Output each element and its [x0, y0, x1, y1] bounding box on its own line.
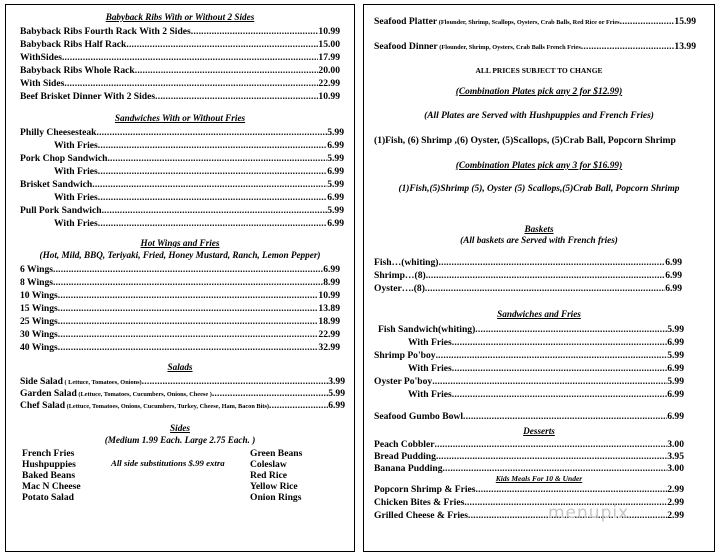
desserts-heading: Desserts: [523, 426, 555, 436]
menu-item: Popcorn Shrimp & Fries ..... 2.99: [374, 484, 684, 495]
babyback-heading: Babyback Ribs With or Without 2 Sides: [105, 12, 255, 22]
right-menu-panel: [363, 4, 715, 552]
side-item: Hushpuppies: [22, 459, 76, 470]
combo2-heading: (Combination Plates pick any 3 for $16.99): [455, 161, 623, 171]
menu-item: Garden Salad (Lettuce, Tomatoes, Cucumbers, Onions, Cheese ) ..... 5.99: [20, 388, 345, 399]
baskets-note: (All baskets are Served with French fries): [460, 235, 618, 245]
menu-item: With Fries ..... 6.99: [54, 140, 344, 151]
watermark-logo: menupix: [548, 503, 630, 523]
prices-notice: ALL PRICES SUBJECT TO CHANGE: [475, 66, 603, 75]
menu-item: Fish…(whiting) ..... 6.99: [374, 257, 682, 268]
menu-item: With Fries ..... 6.99: [408, 389, 684, 400]
menu-item: Chef Salad (Lettuce, Tomatoes, Onions, Cucumbers, Turkey, Cheese, Ham, Bacon Bits) ..... 6.99: [20, 400, 345, 411]
side-item: Baked Beans: [22, 470, 76, 481]
combo2-items: (1)Fish,(5)Shrimp (5), Oyster (5) Scallops,(5)Crab Ball, Popcorn Shrimp: [398, 184, 680, 194]
side-item: Red Rice: [250, 470, 288, 481]
side-item: Onion Rings: [250, 492, 302, 503]
sides-prices: (Medium 1.99 Each. Large 2.75 Each. ): [104, 435, 256, 445]
side-item: Green Beans: [250, 448, 303, 459]
menu-item: Peach Cobbler ..... 3.00: [374, 439, 684, 450]
menu-item: Fish Sandwich(whiting) ..... 5.99: [378, 324, 684, 335]
menu-item: Seafood Platter (Flounder, Shrimp, Scallops, Oysters, Crab Balls, Red Rice or Fries ..... 15.99: [374, 16, 696, 27]
menu-item: With Sides ..... 22.99: [20, 78, 340, 89]
menu-item: With Fries ..... 6.99: [54, 192, 344, 203]
side-item: Mac N Cheese: [22, 481, 81, 492]
menu-item: Pull Pork Sandwich ..... 5.99: [20, 205, 344, 216]
menu-item: 40 Wings ..... 32.99: [20, 342, 340, 353]
combo1-items: (1)Fish, (6) Shrimp ,(6) Oyster, (5)Scallops, (5)Crab Ball, Popcorn Shrimp: [374, 135, 676, 146]
menu-item: Chicken Bites & Fries ..... 2.99: [374, 497, 684, 508]
menu-item: Seafood Dinner (Flounder, Shrimp, Oysters, Crab Balls French Fries ..... 13.99: [374, 41, 696, 52]
menu-item: With Fries ..... 6.99: [408, 337, 684, 348]
menu-item: Side Salad ( Lettuce, Tomatoes, Onions) ..... 3.99: [20, 376, 345, 387]
sides-heading: Sides: [170, 423, 190, 433]
menu-item: Babyback Ribs Half Rack ..... 15.00: [20, 39, 340, 50]
menu-item: 10 Wings ..... 10.99: [20, 290, 340, 301]
menu-item: 30 Wings ..... 22.99: [20, 329, 340, 340]
menu-item: Brisket Sandwich ..... 5.99: [20, 179, 344, 190]
menu-item: Babyback Ribs Whole Rack ..... 20.00: [20, 65, 340, 76]
menu-item: Pork Chop Sandwich ..... 5.99: [20, 153, 344, 164]
combo-note: (All Plates are Served with Hushpuppies and French Fries): [424, 111, 654, 121]
menu-item: Philly Cheesesteak ..... 5.99: [20, 127, 344, 138]
side-item: Yellow Rice: [250, 481, 298, 492]
wings-heading: Hot Wings and Fries: [140, 238, 220, 248]
combo1-heading: (Combination Plates pick any 2 for $12.99): [455, 87, 623, 97]
kids-heading: Kids Meals For 10 & Under: [495, 474, 583, 483]
menu-item: With Fries ..... 6.99: [54, 166, 344, 177]
salads-heading: Salads: [167, 362, 193, 372]
menu-item: WithSides ..... 17.99: [20, 52, 340, 63]
side-item: Coleslaw: [250, 459, 287, 470]
menu-item: Shrimp Po'boy ..... 5.99: [374, 350, 684, 361]
menu-item: Grilled Cheese & Fries ..... 2.99: [374, 510, 684, 521]
wings-flavors: (Hot, Mild, BBQ, Teriyaki, Fried, Honey Mustard, Ranch, Lemon Pepper): [39, 250, 321, 260]
menu-item: Seafood Gumbo Bowl ..... 6.99: [374, 411, 684, 422]
menu-item: Shrimp…(8) ..... 6.99: [374, 270, 682, 281]
sandwiches-fries-heading: Sandwiches and Fries: [497, 309, 581, 319]
substitution-note: All side substitutions $.99 extra: [111, 458, 225, 468]
sandwiches-heading: Sandwiches With or Without Fries: [114, 113, 246, 123]
menu-item: With Fries ..... 6.99: [408, 363, 684, 374]
menu-item: 8 Wings ..... 8.99: [20, 277, 340, 288]
menu-item: Bread Pudding ..... 3.95: [374, 451, 684, 462]
menu-item: 6 Wings ..... 6.99: [20, 264, 340, 275]
menu-item: Oyster Po'boy ..... 5.99: [374, 376, 684, 387]
menu-item: 25 Wings ..... 18.99: [20, 316, 340, 327]
menu-item: Babyback Ribs Fourth Rack With 2 Sides ..... 10.99: [20, 26, 340, 37]
menu-item: Beef Brisket Dinner With 2 Sides ..... 10.99: [20, 91, 340, 102]
menu-item: 15 Wings ..... 13.89: [20, 303, 340, 314]
menu-item: Banana Pudding ..... 3.00: [374, 463, 684, 474]
left-menu-panel: [5, 4, 355, 552]
menu-item: Oyster….(8) ..... 6.99: [374, 283, 682, 294]
side-item: French Fries: [22, 448, 75, 459]
side-item: Potato Salad: [22, 492, 74, 503]
baskets-heading: Baskets: [524, 224, 554, 234]
menu-item: With Fries ..... 6.99: [54, 218, 344, 229]
